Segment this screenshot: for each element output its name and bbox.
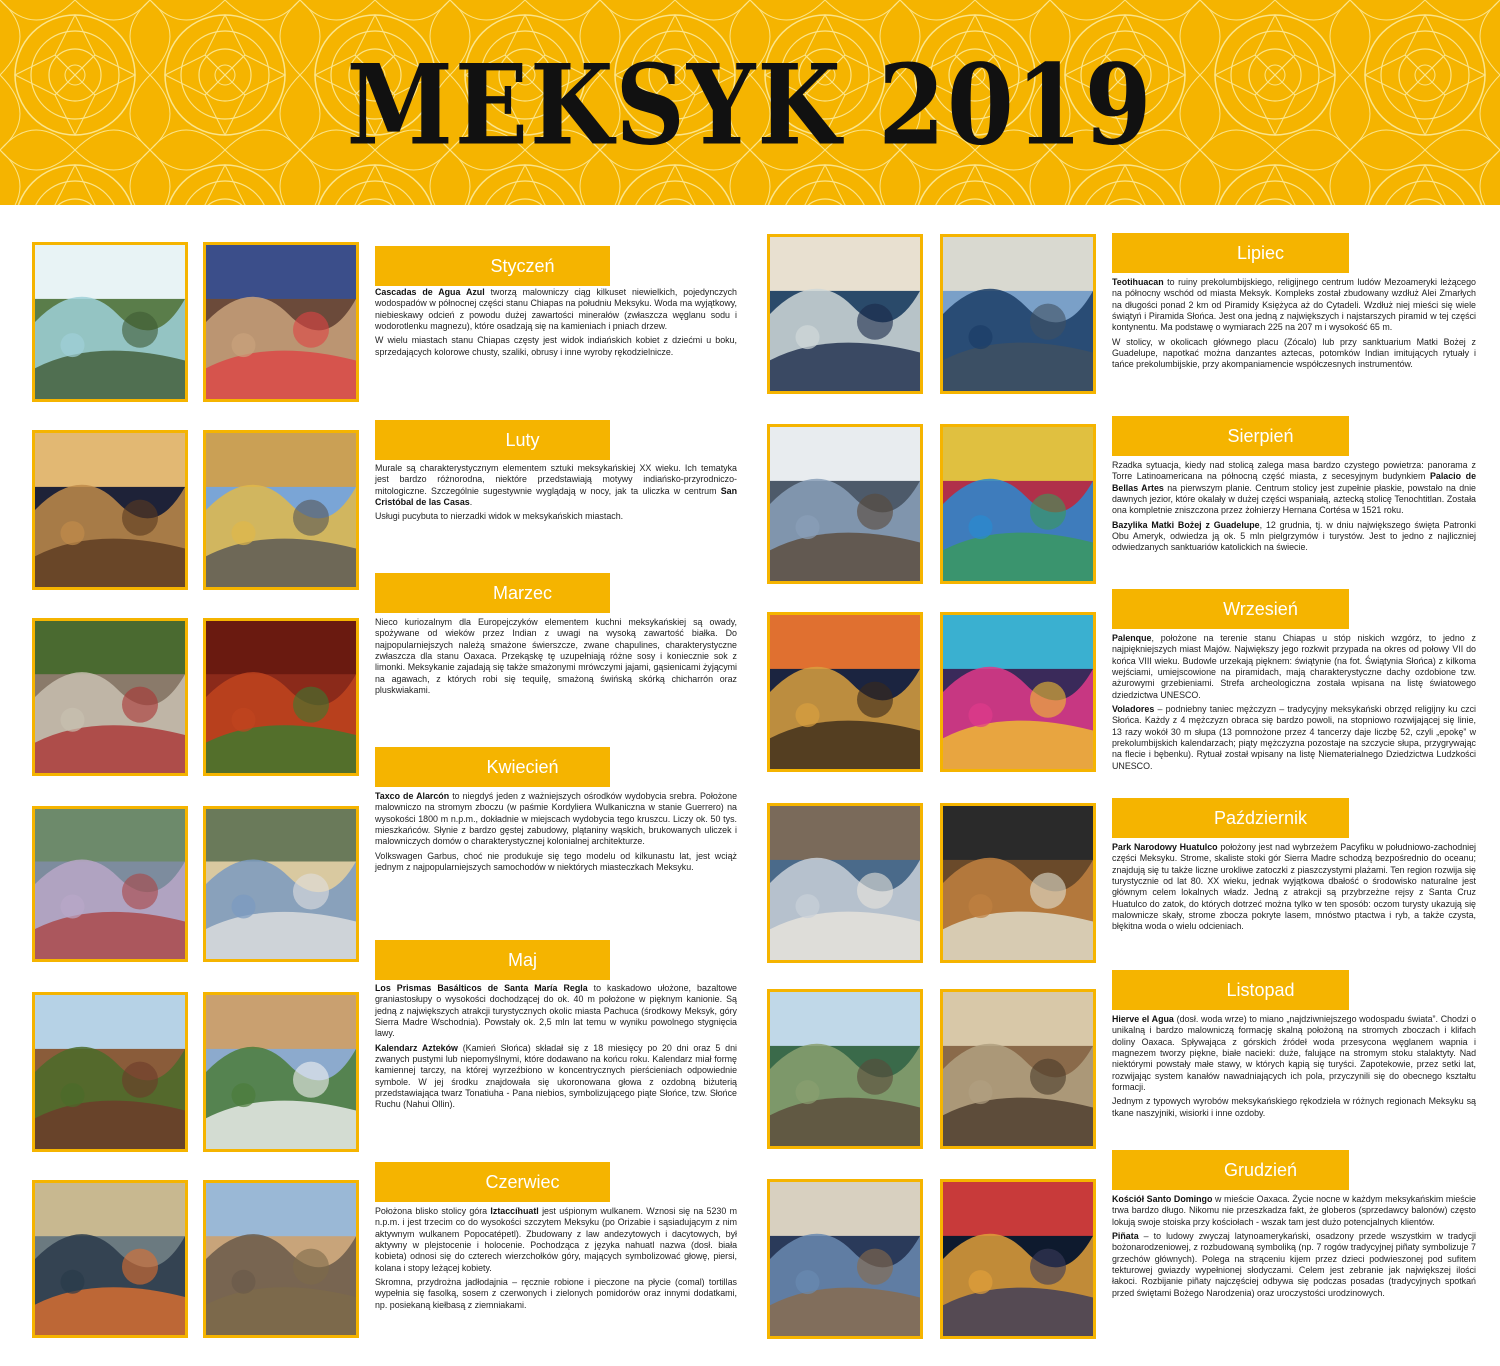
voladores-pole-photo xyxy=(940,612,1096,772)
description-paragraph: Palenque, położone na terenie stanu Chiapas u stóp niskich wzgórz, to jedno z najpiękniejszych miast Majów. Największy jego rozkwit przypada na okres od połowy VII do końca VIII wieku. Budowle urzekają pięknem: świątynie (na fot. Świątynia Słońca) z kilkoma wejściami, umiejscowione na piramidach, mają charakterystyczne dachy ozdobione tzw. ażurowymi grzebieniami. Strefa archeologiczna została wpisana na listę światowego dziedzictwa UNESCO. xyxy=(1112,633,1476,700)
basalt-prisms-photo xyxy=(32,992,188,1152)
description-paragraph: Hierve el Agua (dosł. woda wrze) to miano „najdziwniejszego wodospadu świata”. Chodzi o unikalną i bardzo malowniczą formację skalną położoną na stromych zboczach i klifach doliny Oaxaca. Spływająca z górskich źródeł woda przesycona węglanem wapnia i magnezem tworzy piękne, białe nacieki: duże, falujące na stromym stoku stalaktyty. Nad niektórymi powstały małe stawy, w których kąpią się turyści. Zapotekowie, przez setki lat, rozwijając system kanałów nawadniających ich pola, przyczynili się do obecnego kształtu formacji. xyxy=(1112,1014,1477,1093)
mural-street-photo xyxy=(32,430,188,590)
description-paragraph: Usługi pucybuta to nierzadki widok w meksykańskich miastach. xyxy=(375,511,624,522)
description-paragraph: Teotihuacan to ruiny prekolumbijskiego, religijnego centrum ludów Mezoameryki leżącego na północny wschód od miasta Meksyk. Kompleks został zbudowany wzdłuż Alei Zmarłych na długości ponad 2 km od Piramidy Księżyca aż do Cytadeli. Wzdłuż niej mieści się wiele świątyń i Piramida Słońca. Jest ona jedną z największych i najstarszych piramid w tej części kontynentu. Ma podstawę o wymiarach 225 na 207 m i wysokość 65 m. xyxy=(1112,277,1476,333)
necklaces-market-photo xyxy=(940,989,1096,1149)
month-tab: Czerwiec xyxy=(375,1162,610,1202)
hierve-el-agua-photo xyxy=(767,989,923,1149)
iztaccihuatl-photo xyxy=(32,1180,188,1338)
description-paragraph: Kalendarz Azteków (Kamień Słońca) składał się z 18 miesięcy po 20 dni oraz 5 dni zwanych pustymi lub niepomyślnymi, które dodawano na końcu roku. Kalendarz miał formę kamiennej tarczy, na której wyrzeźbiono w koncentrycznych pierścieniach odpowiednie symbole. W jej środku znajdowała się ukoronowana głowa z ozdobną biżuterią przedstawiająca twarz Tonatiuha - Pana niebios, symbolizującego piąte Słońce, tzw. Słońce Ruchu (Nahui Ollin). xyxy=(375,1042,737,1110)
garbus-square-photo xyxy=(203,806,359,962)
description-paragraph: Położona blisko stolicy góra Iztaccíhuatl jest uśpionym wulkanem. Wznosi się na 5230 m n.p.m. i jest trzecim co do wysokości szczytem Meksyku (po Orizabie i sąsiadującym z nim aktywnym wulkanem Popocatépetl). Zbudowany z law andezytowych i dacytowych, był aktywny w plejstocenie i holocenie. Pochodząca z języka nahuatl nazwa (dosł. biała kobieta) odnosi się do czterech wierzchołków góry, mających symbolizować głowę, piersi, kolana i stopy leżącej kobiety. xyxy=(375,1206,738,1273)
header-banner xyxy=(0,0,1500,205)
month-tab: Listopad xyxy=(1112,970,1349,1010)
description-paragraph: Kościół Santo Domingo w mieście Oaxaca. Życie nocne w każdym meksykańskim mieście trwa bardzo długo. Nikomu nie przeszkadza fakt, że globeros (sprzedawcy balonów) często lokują swoje stoiska przy kościołach - wszak tam jest dużo potencjalnych klientów. xyxy=(1112,1194,1476,1227)
month-description xyxy=(1112,460,1476,557)
chapulines-photo xyxy=(203,618,359,776)
month-description xyxy=(375,983,737,1114)
month-description xyxy=(375,463,737,526)
guadalupe-basilica-photo xyxy=(940,424,1096,584)
description-paragraph: Nieco kuriozalnym dla Europejczyków elementem kuchni meksykańskiej są owady, spożywane od wieków przez Indian z uwagi na wysoką zawartość białka. Do najpopularniejszych należą smażone świerszcze, zwane chapulines, charakterystyczne zwłaszcza dla stanu Oaxaca. Przekąskę tę uzupełniają różne sosy i koniecznie sok z limonki. Meksykanie zajadają się także smażonymi mrówczymi jajami, gąsienicami żyjącymi na agawach, z których robi się tequilę, smażoną świńską skórką chicharrón oraz pluskwiakami. xyxy=(375,617,737,696)
month-description xyxy=(375,617,737,699)
description-paragraph: Los Prismas Basálticos de Santa María Regla to kaskadowo ułożone, bazaltowe graniastosłupy o wysokości dochodzącej do ok. 40 m położone w pięknym kanionie. Są jedną z największych atrakcji turystycznych okolic miasta Pachuca (środkowy Meksyk, góry Sierra Madre Wschodnia). Powstały ok. 2,5 mln lat temu w wyniku powolnego stygnięcia lawy. xyxy=(375,983,737,1039)
description-paragraph: Piñata – to ludowy zwyczaj latynoamerykański, osadzony przede wszystkim w tradycji bożonarodzeniowej, z rozbudowaną symboliką (np. 7 rogów tradycyjnej piñaty symbolizuje 7 grzechów głównych). Polega na strąceniu kijem przez dzieci podwieszonej pod sufitem tekturowej gwiazdy wypełnionej słodyczami. Celem jest zebranie jak największej ilości łakoci. Rozbijanie piñaty najczęściej odbywa się podczas posadas (tradycyjnych spotkań przed świętami Bożego Narodzenia) oraz uroczystości urodzinowych. xyxy=(1112,1231,1476,1298)
month-description xyxy=(1112,277,1476,374)
month-tab: Lipiec xyxy=(1112,233,1349,273)
month-description xyxy=(1112,1194,1476,1302)
month-tab: Wrzesień xyxy=(1112,589,1349,629)
description-paragraph: W stolicy, w okolicach głównego placu (Zócalo) lub przy sanktuarium Matki Bożej z Guadelupe, napotkać można danzantes aztecas, potomków Indian imitujących rytuały i tańce prekolumbijskie, przy akompaniamencie współczesnych instrumentów. xyxy=(1112,336,1476,370)
description-paragraph: Voladores – podniebny taniec mężczyzn – tradycyjny meksykański obrzęd religijny ku czci Słońca. Każdy z 4 mężczyzn obraca się bardzo powoli, na stopniowo rozwijającej się linie, 13 razy wokół 30 m słupa (13 pomnożone przez 4 tancerzy daje liczbę 52, czyli „epokę” w prekolumbijskich kalendarzach; piąty mężczyzna pozostaje na szczycie słupa, przygrywając na flecie i bębenku). Rytuał został wpisany na listę Niematerialnego Dziedzictwa Ludzkości UNESCO. xyxy=(1112,704,1476,771)
woman-with-child-photo xyxy=(203,242,359,402)
description-paragraph: Rzadka sytuacja, kiedy nad stolicą zalega masa bardzo czystego powietrza: panorama z Torre Latinoamericana na północną część miasta, z secesyjnym budynkiem Palacio de Bellas Artes na pierwszym planie. Centrum stolicy jest zupełnie płaskie, powstało na dnie dawnych jezior, które okalały w dużej części wspaniałą, aztecką stolicę Tenochtitlan. Została ona kompletnie zniszczona przez żołnierzy Hernana Cortésa w 1521 roku. xyxy=(1112,460,1477,516)
description-paragraph: Taxco de Alarcón to niegdyś jeden z ważniejszych ośrodków wydobycia srebra. Położone malowniczo na stromym zboczu (w paśmie Kordyliera Wulkaniczna w stanie Guerrero) na wysokości 1800 m n.p.m., dokładnie w miejscach wydobycia tego kruszcu. Liczy ok. 50 tys. mieszkańców. Słynie z bardzo gęstej zabudowy, plątaniny wąskich, brukowanych uliczek i malowniczych domów o charakterystycznej kolonialnej architekturze. xyxy=(375,791,738,847)
month-tab: Maj xyxy=(375,940,610,980)
huatulco-rock-photo xyxy=(940,803,1096,963)
month-tab: Kwiecień xyxy=(375,747,610,787)
description-paragraph: W wielu miastach stanu Chiapas częsty jest widok indiańskich kobiet z dziećmi u boku, sprzedających kolorowe chusty, szaliki, obrusy i inne wyroby rękodzielnicze. xyxy=(375,335,737,357)
aztec-calendar-photo xyxy=(203,992,359,1152)
description-paragraph: Cascadas de Agua Azul tworzą malowniczy ciąg kilkuset niewielkich, pojedynczych wodospadów w północnej części stanu Chiapas na południu Meksyku. Woda ma wyjątkowy, niebieskawy odcień z powodu dużej zawartości minerałów (zwłaszcza węglanu sodu i wodorotlenku magnezu), które osadzają się na kamieniach i pniach drzew. xyxy=(375,287,737,332)
palenque-temple-photo xyxy=(767,612,923,772)
mexico-city-aerial-photo xyxy=(767,424,923,584)
month-description xyxy=(375,791,737,876)
teotihuacan-pyramid-photo xyxy=(767,234,923,394)
month-description xyxy=(1112,633,1476,775)
santo-domingo-night-photo xyxy=(767,1179,923,1339)
month-tab: Październik xyxy=(1112,798,1349,838)
month-description xyxy=(375,1206,737,1314)
description-paragraph: Murale są charakterystycznym elementem sztuki meksykańskiej XX wieku. Ich tematyka jest bardzo różnorodna, niektóre przedstawiają motywy indiańsko-przyrodniczo-mitologiczne. Szczególnie sugestywnie wyglądają w nocy, jak ta uliczka w centrum San Cristóbal de las Casas. xyxy=(375,463,737,508)
month-tab: Sierpień xyxy=(1112,416,1349,456)
description-paragraph: Skromna, przydrożna jadłodajnia – ręcznie robione i pieczone na płycie (comal) tortillas wypełnia się fasolką, sosem z czerwonych i zielonych pomidorów oraz innymi dodatkami, np. posiekaną kiełbasą z ziemniakami. xyxy=(375,1277,737,1310)
aztec-dancer-photo xyxy=(940,234,1096,394)
month-tab: Luty xyxy=(375,420,610,460)
month-description xyxy=(1112,842,1476,936)
month-description xyxy=(375,287,737,361)
description-paragraph: Jednym z typowych wyrobów meksykańskiego rękodzieła w różnych regionach Meksyku są tkane naszyjniki, wisiorki i inne ozdoby. xyxy=(1112,1096,1476,1118)
month-tab: Styczeń xyxy=(375,246,610,286)
pelican-wave-photo xyxy=(767,803,923,963)
cathedral-square-photo xyxy=(203,430,359,590)
month-tab: Marzec xyxy=(375,573,610,613)
waterfall-photo xyxy=(32,242,188,402)
tortilla-cook-photo xyxy=(203,1180,359,1338)
page-title: MEKSYK 2019 xyxy=(346,40,1154,170)
description-paragraph: Bazylika Matki Bożej z Guadelupe, 12 grudnia, tj. w dniu największego święta Patronki Obu Ameryk, odwiedza ją ok. 5 mln pielgrzymów i turystów. Jest to jedno z najliczniej odwiedzanych sanktuariów katolickich na świecie. xyxy=(1112,519,1476,553)
description-paragraph: Volkswagen Garbus, choć nie produkuje się tego modelu od kilkunastu lat, jest wciąż jednym z najpopularniejszych samochodów w niektórych miasteczkach Meksyku. xyxy=(375,850,737,873)
taxco-panorama-photo xyxy=(32,806,188,962)
description-paragraph: Park Narodowy Huatulco położony jest nad wybrzeżem Pacyfiku w południowo-zachodniej części Meksyku. Strome, skaliste stoki gór Sierra Madre schodzą bezpośrednio do oceanu; znajdują się tu także liczne urokliwe zatoczki z piaszczystymi plażami. Ten region rozwija się turystycznie od lat 80. XX wieku, jednak wyjątkowa dbałość o środowisko naturalne jest głównym celem lokalnych władz. Jedną z atrakcji są przybrzeżne rejsy z Santa Cruz Huatulco do zatok, do których dotrzeć można tylko w ten sposób: oczom turysty ukazują się malownicze skały, strome zbocza pokryte lasem, mnóstwo ptactwa i ryb, a także czysta, błękitna woda o wielu odcieniach. xyxy=(1112,842,1477,932)
month-tab: Grudzień xyxy=(1112,1150,1349,1190)
street-vendor-photo xyxy=(32,618,188,776)
month-description xyxy=(1112,1014,1476,1122)
pinata-stall-photo xyxy=(940,1179,1096,1339)
